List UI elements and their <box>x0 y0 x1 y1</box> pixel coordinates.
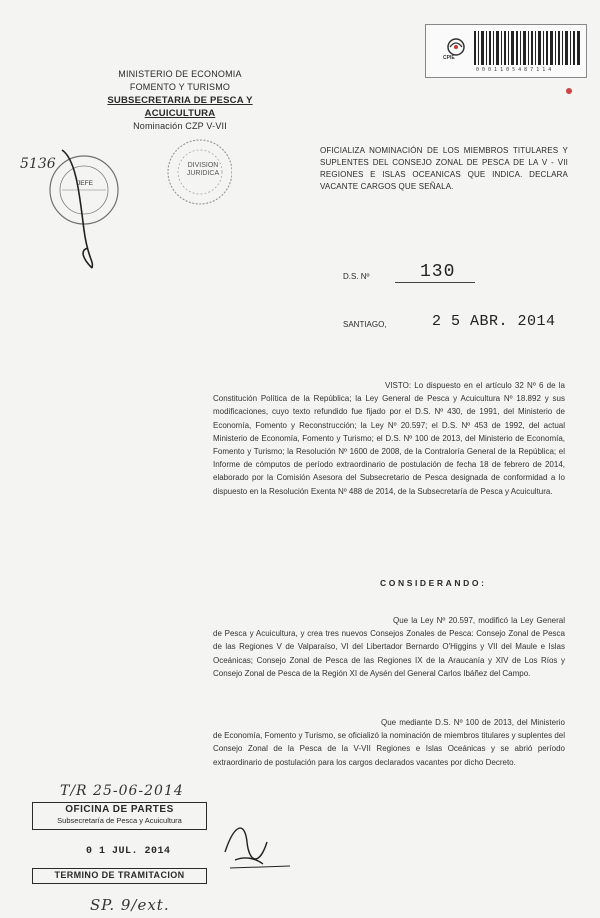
barcode-bars-icon <box>474 31 580 65</box>
red-mark <box>566 88 572 94</box>
considerando-paragraph-1: Que la Ley Nº 20.597, modificó la Ley General de Pesca y Acuicultura, y crea tres nuevos Consejos Zonales de Pesca: Consejo Zonal de Pesca de las Regiones V de Valparaíso, VI del Libertador Bernardo O'Higgins y VII del Maule e Islas Oceánicas; Consejo Zonal de Pesca de las Regiones IX de la Araucanía y XIV de Los Ríos y Consejo Zonal de Pesca de la Región XI de Aysén del General Carlos Ibáñez del Campo. <box>213 616 565 678</box>
decree-title: OFICIALIZA NOMINACIÓN DE LOS MIEMBROS TITULARES Y SUPLENTES DEL CONSEJO ZONAL DE PESCA DE LA V - VII REGIONES E ISLAS OCEANICAS QUE INDICA. DECLARA VACANTE CARGOS QUE SEÑALA. <box>320 146 568 191</box>
considerando-paragraph-2: Que mediante D.S. Nº 100 de 2013, del Ministerio de Economía, Fomento y Turismo, se oficializó la nominación de miembros titulares y suplentes del Consejo Zonal de la Pesca de la V-VII Regiones e Islas Oceánicas y se abrió período extraordinario de postulación para los cargos declarados vacantes por dicho Decreto. <box>213 718 565 767</box>
bottom-ink-line-icon <box>230 862 290 872</box>
ministry-line-2: FOMENTO Y TURISMO <box>129 82 231 92</box>
ds-underline <box>395 282 475 283</box>
santiago-date: 2 5 ABR. 2014 <box>432 313 556 330</box>
cpie-logo-text: CPIE <box>443 55 455 61</box>
ministry-line-1: MINISTERIO DE ECONOMIA <box>118 69 242 79</box>
visto-paragraph: VISTO: Lo dispuesto en el artículo 32 Nº 6 de la Constitución Política de la República; la Ley General de Pesca y Acuicultura Nº 18.892 y sus modificaciones, cuyo texto refundido fue fijado por el D.S. Nº 430, de 1991, del Ministerio de Economía, Fomento y Reconstrucción; la Ley Nº 20.597; el D.S. Nº 453 de 1992, del actual Ministerio de Economía, Fomento y Turismo; el D.S. Nº 100 de 2013, del Ministerio de Economía, Fomento y Turismo; la Resolución Nº 1600 de 2008, de la Contraloría General de la República; el Informe de cómputos de período extraordinario de postulación de fecha 18 de febrero de 2014, elaborado por la Comisión Asesora del Subsecretario de Pesca designada de conformidad a lo dispuesto en la Resolución Exenta Nº 488 de 2014, de la Subsecretaría de Pesca y Acuicultura. <box>213 381 565 496</box>
considerando-heading: CONSIDERANDO: <box>380 578 487 588</box>
barcode-number: 0 0 0 1 1 0 5 4 8 7 1 1 4 <box>476 67 552 73</box>
ministry-header <box>80 68 280 133</box>
seal-inner-text: JEFE <box>77 180 93 187</box>
recibido-date: 0 1 JUL. 2014 <box>86 846 171 857</box>
termino-tramitacion-stamp: TERMINO DE TRAMITACION <box>32 868 207 884</box>
oficina-subtitle: Subsecretaría de Pesca y Acuicultura <box>57 816 182 825</box>
barcode-sticker <box>425 24 587 78</box>
santiago-label: SANTIAGO, <box>343 320 387 329</box>
oficina-title: OFICINA DE PARTES <box>65 804 174 815</box>
handwritten-tr-date: T/R 25-06-2014 <box>60 783 184 799</box>
oficina-partes-stamp <box>32 802 207 830</box>
handwritten-number: 5136 <box>20 156 56 172</box>
seal-division-text: DIVISION JURIDICA <box>186 162 220 177</box>
ds-label: D.S. Nº <box>343 272 370 281</box>
handwritten-sp-ext: SP. 9/ext. <box>90 896 170 914</box>
ds-number: 130 <box>420 262 456 282</box>
signature-squiggle-icon <box>62 150 92 268</box>
subsecretaria-line: SUBSECRETARIA DE PESCA Y ACUICULTURA <box>107 95 253 119</box>
nomination-code: Nominación CZP V-VII <box>133 121 227 131</box>
left-seal-icon <box>50 156 118 224</box>
